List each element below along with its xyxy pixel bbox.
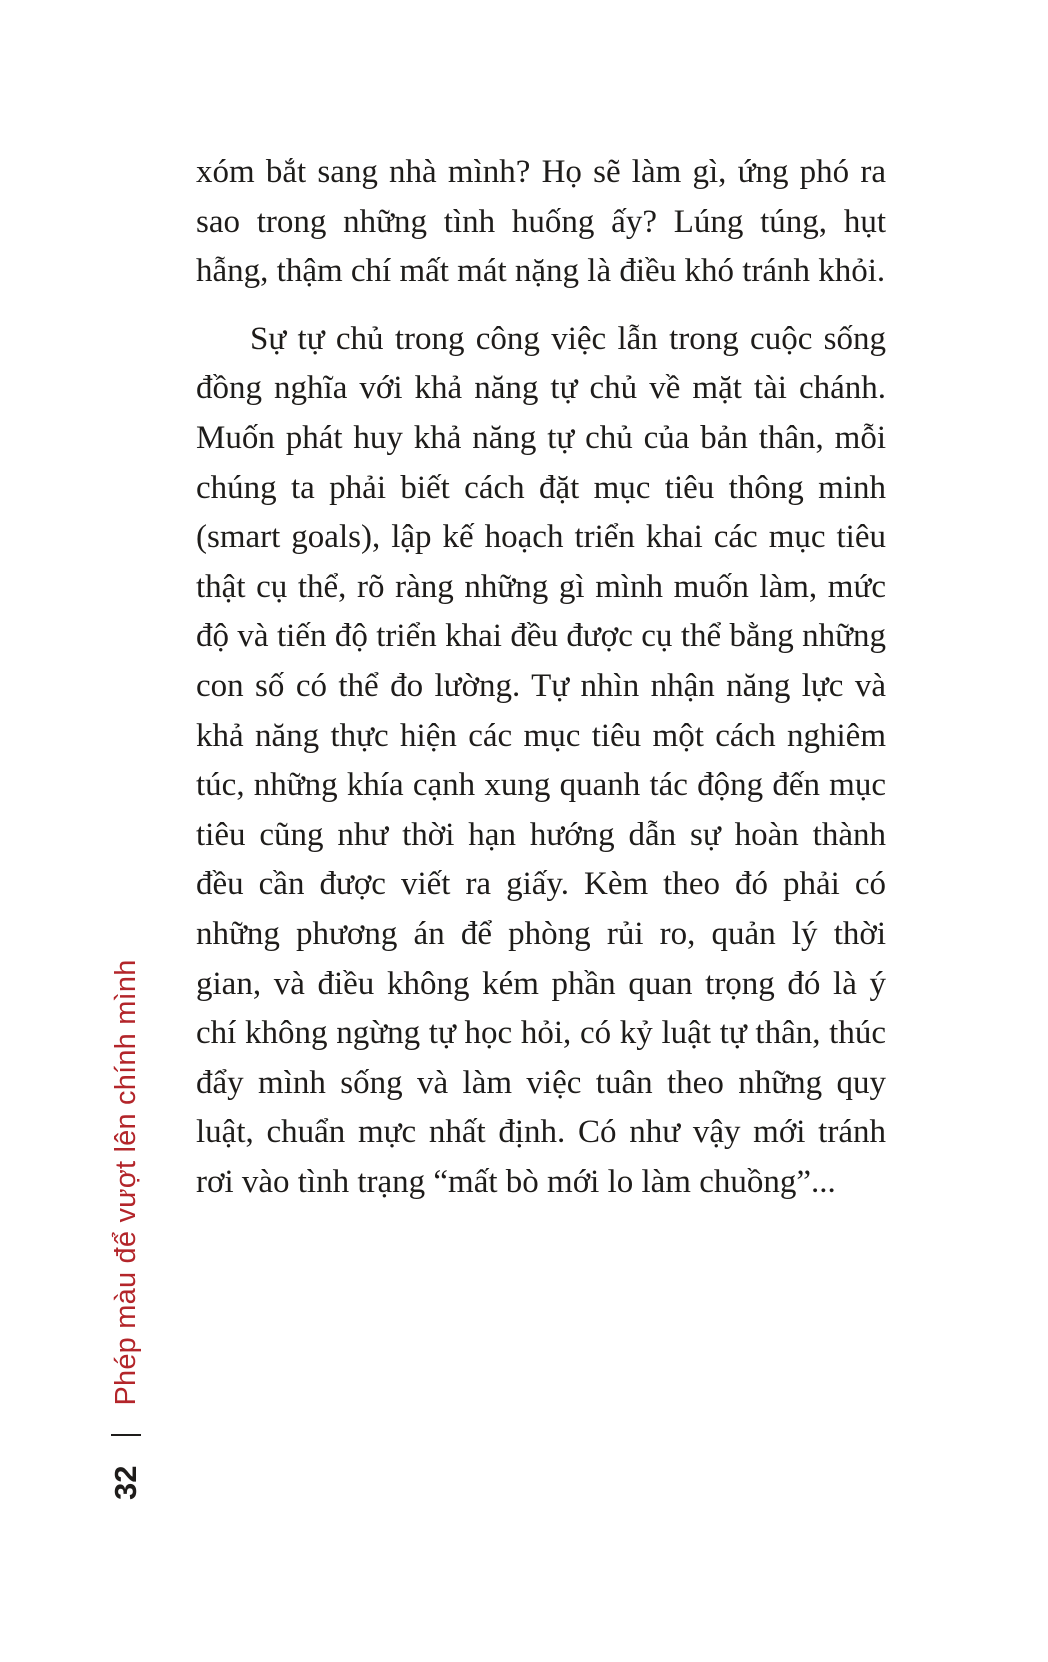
page-number: 32: [108, 1465, 143, 1500]
vertical-running-header: [96, 959, 156, 1500]
paragraph-self-reliance: Sự tự chủ trong công việc lẫn trong cuộc sống đồng nghĩa với khả năng tự chủ về mặt tài chánh. Muốn phát huy khả năng tự chủ của bản thân, mỗi chúng ta phải biết cách đặt mục tiêu thông minh (smart goals), lập kế hoạch triển khai các mục tiêu thật cụ thể, rõ ràng những gì mình muốn làm, mức độ và tiến độ triển khai đều được cụ thể bằng những con số có thể đo lường. Tự nhìn nhận năng lực và khả năng thực hiện các mục tiêu một cách nghiêm túc, những khía cạnh xung quanh tác động đến mục tiêu cũng như thời hạn hướng dẫn sự hoàn thành đều cần được viết ra giấy. Kèm theo đó phải có những phương án để phòng rủi ro, quản lý thời gian, và điều không kém phần quan trọng đó là ý chí không ngừng tự học hỏi, có kỷ luật tự thân, thúc đẩy mình sống và làm việc tuân theo những quy luật, chuẩn mực nhất định. Có như vậy mới tránh rơi vào tình trạng “mất bò mới lo làm chuồng”...: [196, 320, 886, 1200]
body-text: [196, 148, 886, 1207]
paragraph-continuation: xóm bắt sang nhà mình? Họ sẽ làm gì, ứng phó ra sao trong những tình huống ấy? Lúng túng, hụt hẫng, thậm chí mất mát nặng là điều khó tránh khỏi.: [196, 154, 886, 290]
book-title: Phép màu để vượt lên chính mình: [109, 959, 142, 1406]
header-divider: [111, 1434, 141, 1436]
